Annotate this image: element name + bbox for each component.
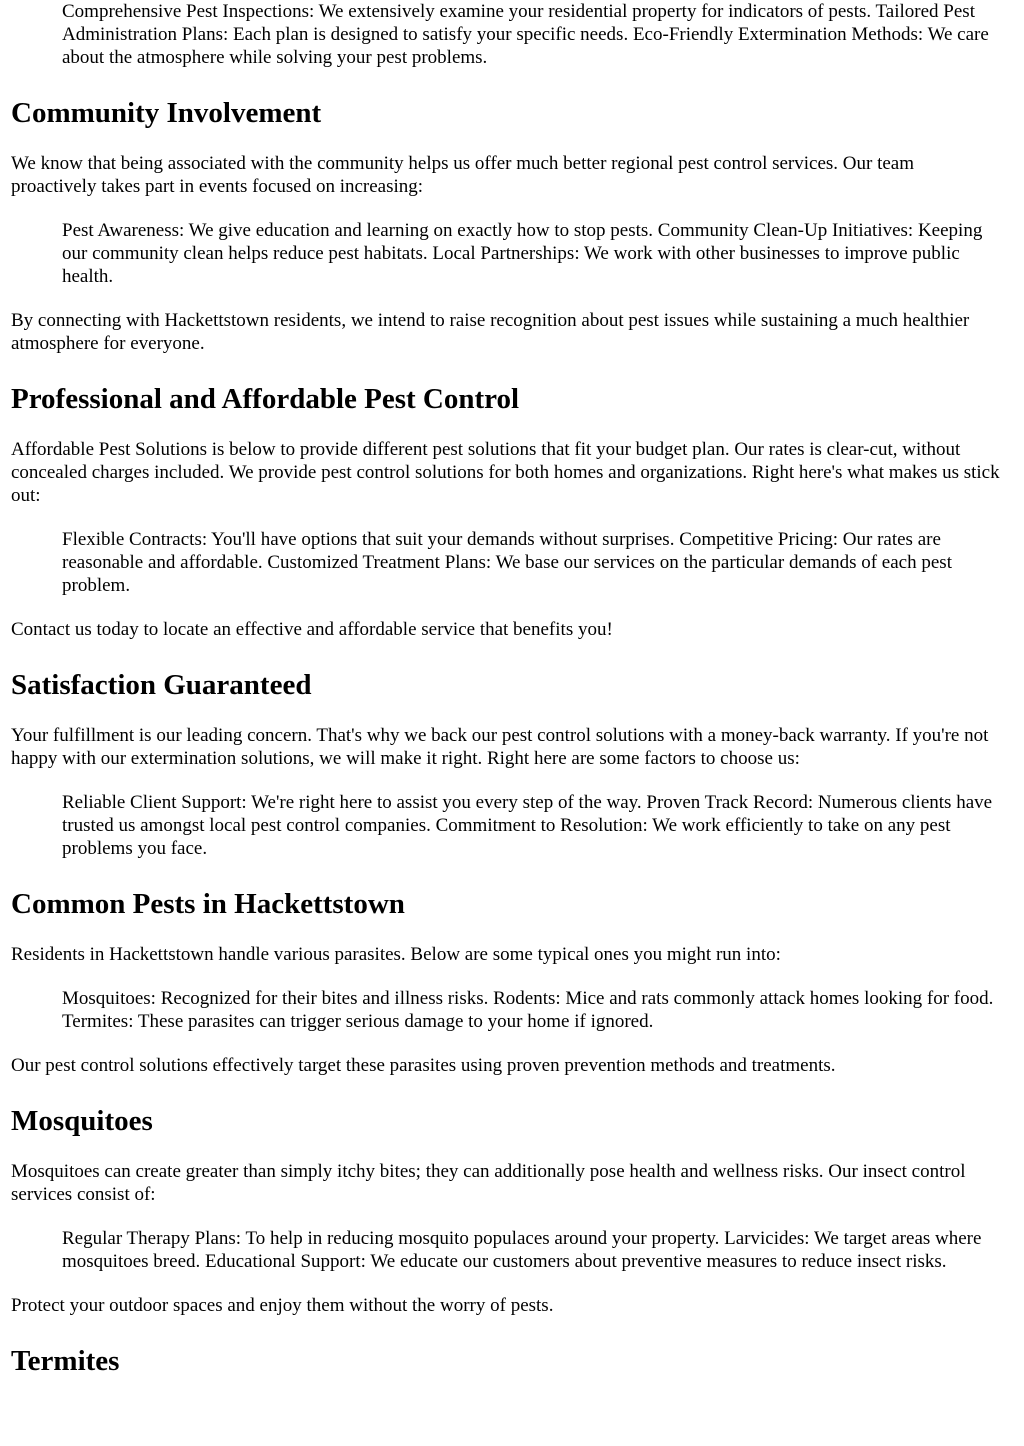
heading-common-pests: Common Pests in Hackettstown [11, 888, 405, 920]
heading-professional-affordable: Professional and Affordable Pest Control [11, 383, 520, 415]
heading-termites: Termites [11, 1345, 120, 1377]
heading-satisfaction-guaranteed: Satisfaction Guaranteed [11, 669, 312, 701]
heading-community-involvement: Community Involvement [11, 97, 322, 129]
mosquitoes-outro-paragraph: Protect your outdoor spaces and enjoy them without the worry of pests. [11, 1295, 554, 1316]
mosquitoes-quote: Regular Therapy Plans: To help in reducing mosquito populaces around your property. Larvicides: We target areas where mosquitoes breed. Educational Support: We educate our customers about preventive measures to reduce insect risks. [62, 1228, 982, 1272]
satisfaction-quote: Reliable Client Support: We're right here to assist you every step of the way. Proven Track Record: Numerous clients have trusted us amongst local pest control companies. Commitment to Resolution: We work efficiently to take on any pest problems you face. [62, 792, 993, 859]
common-pests-quote: Mosquitoes: Recognized for their bites and illness risks. Rodents: Mice and rats commonly attack homes looking for food. Termites: These parasites can trigger serious damage to your home if ignored. [62, 988, 994, 1032]
satisfaction-intro-paragraph: Your fulfillment is our leading concern. That's why we back our pest control solutions with a money-back warranty. If you're not happy with our extermination solutions, we will make it right. Right here are some factors to choose us: [11, 725, 989, 769]
common-pests-intro-paragraph: Residents in Hackettstown handle various parasites. Below are some typical ones you might run into: [11, 944, 781, 965]
community-outro-paragraph: By connecting with Hackettstown residents, we intend to raise recognition about pest issues while sustaining a much healthier atmosphere for everyone. [11, 310, 970, 354]
affordable-intro-paragraph: Affordable Pest Solutions is below to provide different pest solutions that fit your budget plan. Our rates is clear-cut, without concealed charges included. We provide pest control solutions for both homes and organizations. Right here's what makes us stick out: [11, 439, 1000, 506]
affordable-quote: Flexible Contracts: You'll have options that suit your demands without surprises. Competitive Pricing: Our rates are reasonable and affordable. Customized Treatment Plans: We base our services on the particular demands of each pest problem. [62, 529, 952, 596]
intro-services-quote: Comprehensive Pest Inspections: We extensively examine your residential property for indicators of pests. Tailored Pest Administration Plans: Each plan is designed to satisfy your specific needs. Eco-Friendly Extermination Methods: We care about the atmosphere while solving your pest problems. [62, 1, 989, 68]
mosquitoes-intro-paragraph: Mosquitoes can create greater than simply itchy bites; they can additionally pose health and wellness risks. Our insect control services consist of: [11, 1161, 966, 1205]
common-pests-outro-paragraph: Our pest control solutions effectively target these parasites using proven prevention methods and treatments. [11, 1055, 836, 1076]
affordable-outro-paragraph: Contact us today to locate an effective and affordable service that benefits you! [11, 619, 613, 640]
heading-mosquitoes: Mosquitoes [11, 1105, 153, 1137]
community-intro-paragraph: We know that being associated with the community helps us offer much better regional pest control services. Our team proactively takes part in events focused on increasing: [11, 153, 915, 197]
community-quote: Pest Awareness: We give education and learning on exactly how to stop pests. Community Clean-Up Initiatives: Keeping our community clean helps reduce pest habitats. Local Partnerships: We work with other businesses to improve public health. [62, 220, 983, 287]
